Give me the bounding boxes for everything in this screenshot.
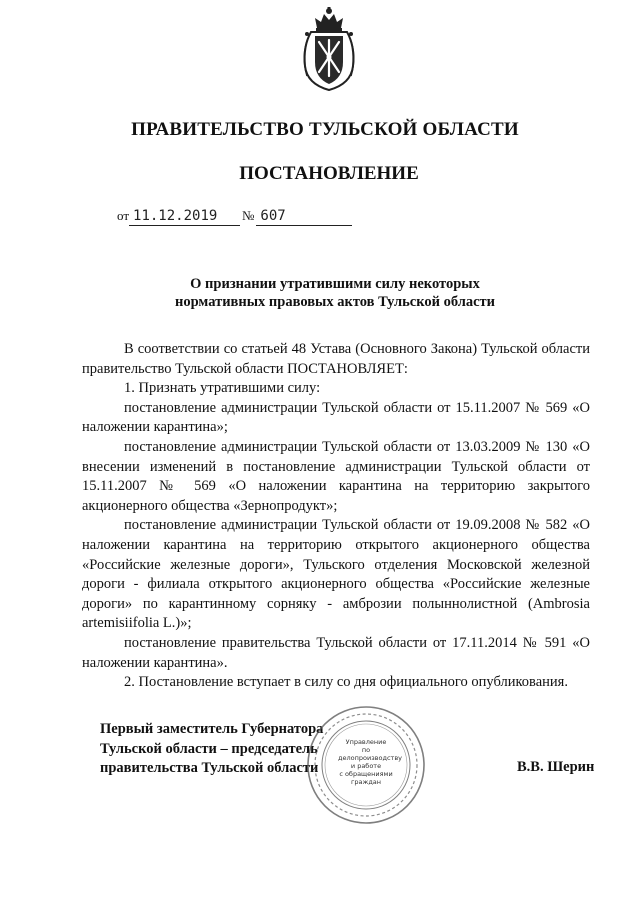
body-paragraph: 1. Признать утратившими силу: [124, 380, 321, 397]
government-title: ПРАВИТЕЛЬСТВО ТУЛЬСКОЙ ОБЛАСТИ [131, 119, 519, 140]
subject-line-1: О признании утратившими силу некоторых [190, 276, 480, 292]
subject-line-2: нормативных правовых актов Тульской области [174, 294, 496, 310]
stamp-text: Управление по делопроизводству и работе с обращениями граждан [338, 738, 402, 786]
body-paragraph: постановление администрации Тульской области от 19.09.2008 № 582 «О наложении карантина на территорию открытого акционерного общества «Российские железные дороги», Тульского отделения Московской железной дороги - филиала открытого акционерного общества «Российские железные дороги» по карантинному сорняку - амброзии полыннолистной (Ambrosia artemisiifolia L.)»; [82, 517, 590, 632]
registration-line [117, 208, 352, 226]
document-body [82, 340, 590, 693]
body-paragraph: 2. Постановление вступает в силу со дня официального опубликования. [124, 674, 568, 691]
body-paragraph: постановление администрации Тульской области от 15.11.2007 № 569 «О наложении карантина»; [82, 399, 590, 436]
signer-title-line-3: правительства Тульской области [100, 760, 319, 776]
signature-block [100, 720, 323, 779]
document-type: ПОСТАНОВЛЕНИЕ [239, 163, 419, 184]
document-subject [0, 275, 640, 311]
signer-title-line-2: Тульской области – председатель [100, 740, 318, 757]
registration-date: 11.12.2019 [129, 208, 240, 226]
coat-of-arms-icon [297, 6, 361, 92]
date-prefix: от [117, 208, 130, 223]
signer-title-line-1: Первый заместитель Губернатора [100, 721, 324, 737]
registration-number: 607 [256, 208, 352, 226]
body-paragraph: постановление правительства Тульской области от 17.11.2014 № 591 «О наложении карантина». [82, 634, 590, 671]
number-prefix: № [242, 208, 255, 223]
body-paragraph: постановление администрации Тульской области от 13.03.2009 № 130 «О внесении изменений в постановление администрации Тульской области от 15.11.2007 № 569 «О наложении карантина на территорию закрытого акционерного общества «Зернопродукт»; [82, 438, 590, 514]
body-paragraph: В соответствии со статьей 48 Устава (Основного Закона) Тульской области правительство Тульской области ПОСТАНОВЛЯЕТ: [82, 341, 590, 377]
signer-name: В.В. Шерин [517, 759, 595, 775]
